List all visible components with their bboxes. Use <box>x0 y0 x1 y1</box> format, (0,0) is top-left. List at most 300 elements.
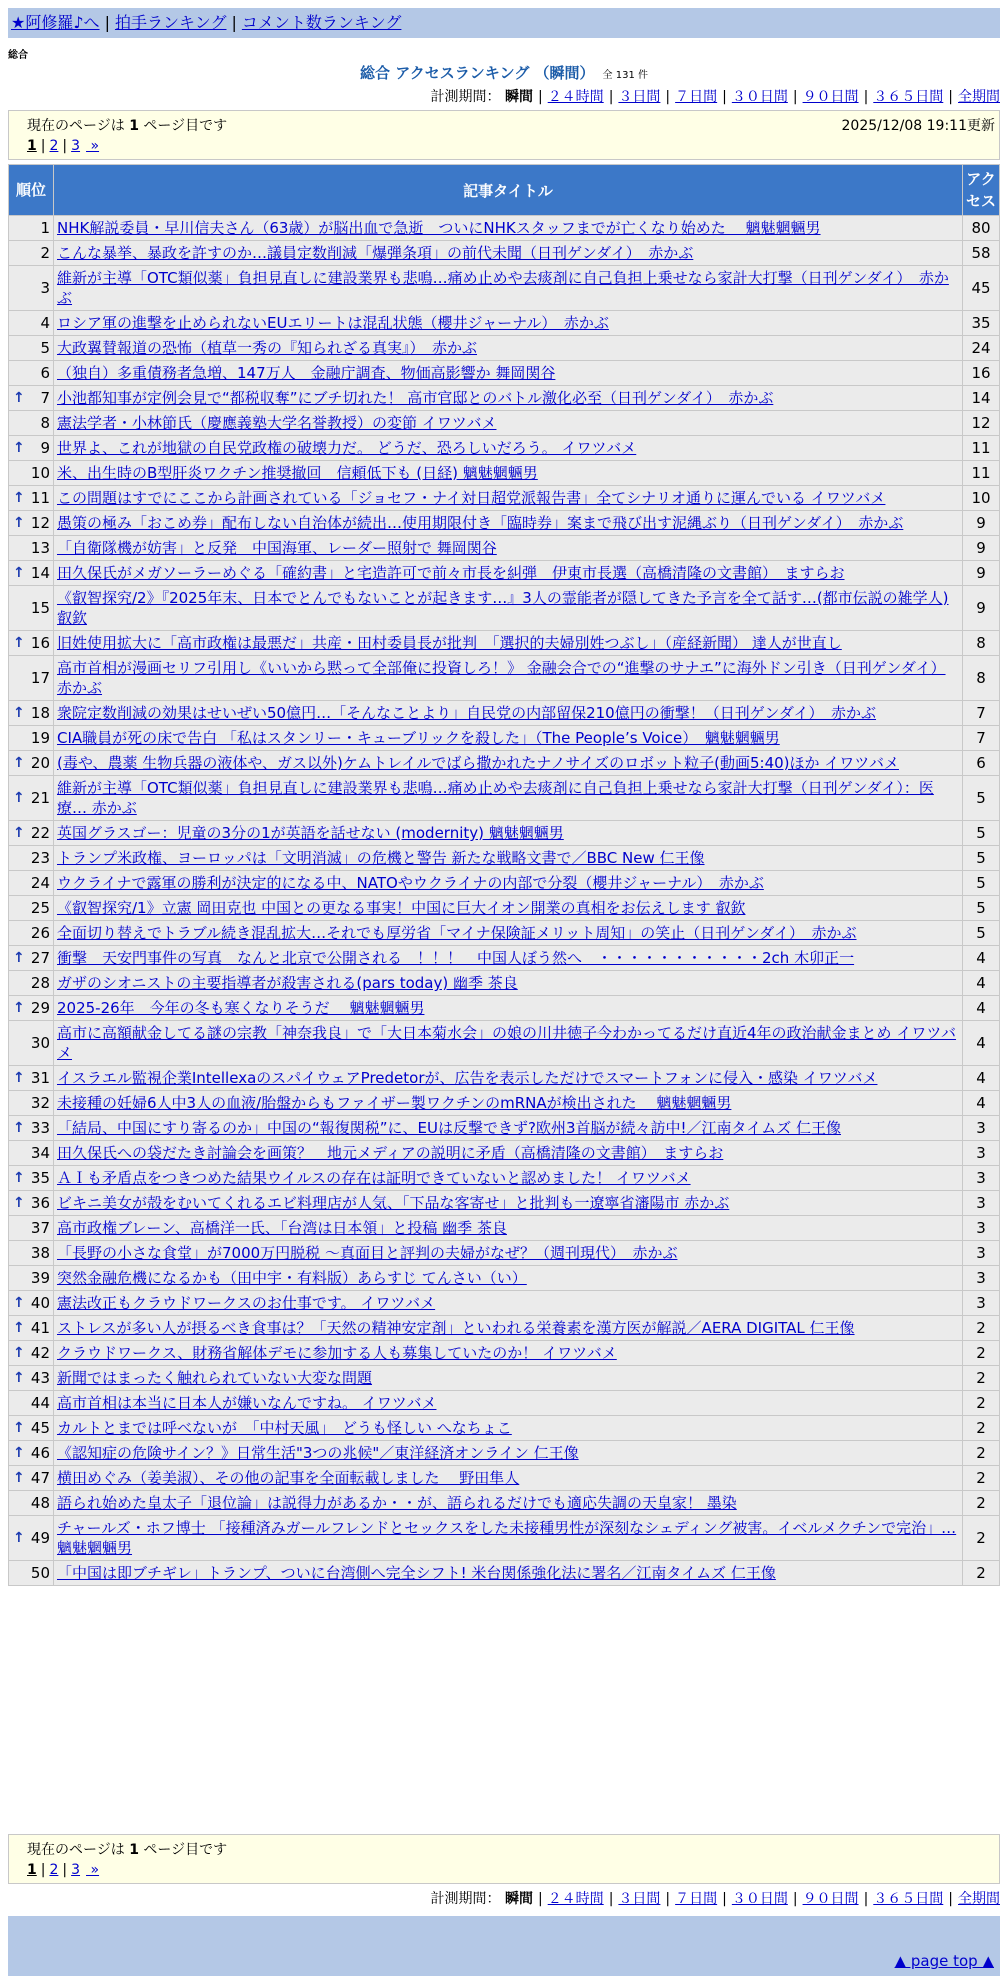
table-row <box>9 656 999 700</box>
separator: | <box>104 13 110 32</box>
article-link[interactable]: 世界よ、これが地獄の自民党政権の破壊力だ。 どうだ、恐ろしいだろう。 イワツバメ <box>57 439 637 457</box>
title-cell <box>54 1266 962 1290</box>
article-link[interactable]: 高市首相は本当に日本人が嫌いなんですね。 イワツバメ <box>57 1394 437 1412</box>
next-page-link[interactable]: » <box>86 1862 100 1878</box>
title-cell <box>54 511 962 535</box>
separator: | <box>62 138 68 154</box>
period-link[interactable]: ３６５日間 <box>873 1891 944 1907</box>
rank-number: 16 <box>30 634 50 652</box>
up-arrow-icon: ↑ <box>13 790 25 806</box>
table-row <box>9 1391 999 1415</box>
rank-number: 42 <box>30 1344 50 1362</box>
rank-number: 45 <box>30 1419 50 1437</box>
rank-number: 14 <box>30 564 50 582</box>
clap-ranking-link[interactable]: 拍手ランキング <box>114 13 227 32</box>
title-cell <box>54 1416 962 1440</box>
rank-number: 19 <box>30 729 50 747</box>
home-link[interactable]: ★阿修羅♪へ <box>11 13 100 32</box>
period-link[interactable]: ９０日間 <box>802 89 859 105</box>
title-cell <box>54 266 962 310</box>
title-cell <box>54 1091 962 1115</box>
up-arrow-icon: ↑ <box>13 390 25 406</box>
category-label: 総合 <box>8 50 28 61</box>
separator: | <box>863 89 869 105</box>
table-row <box>9 631 999 655</box>
article-link[interactable]: 旧姓使用拡大に「高市政権は最悪だ」共産・田村委員長が批判 「選択的夫婦別姓つぶし」（産経新聞） 達人が世直し <box>57 634 842 652</box>
rank-cell <box>9 461 53 485</box>
period-link[interactable]: ３日間 <box>618 89 661 105</box>
table-row <box>9 1166 999 1190</box>
title-cell <box>54 536 962 560</box>
title-cell <box>54 846 962 870</box>
article-link[interactable]: 「中国は即ブチギレ」トランプ、ついに台湾側へ完全シフト! 米台関係強化法に署名／江南タイムズ 仁王像 <box>57 1564 776 1582</box>
rank-cell <box>9 871 53 895</box>
access-count: 3 <box>963 1266 999 1290</box>
up-arrow-icon: ↑ <box>13 1070 25 1086</box>
article-link[interactable]: 憲法改正もクラウドワークスのお仕事です。 イワツバメ <box>57 1294 436 1312</box>
access-count: 4 <box>963 1021 999 1065</box>
title-cell <box>54 361 962 385</box>
top-nav-bar <box>8 8 1000 38</box>
rank-number: 3 <box>40 279 50 297</box>
title-cell <box>54 946 962 970</box>
rank-cell <box>9 656 53 700</box>
table-row <box>9 946 999 970</box>
table-row <box>9 411 999 435</box>
access-count: 3 <box>963 1241 999 1265</box>
article-link[interactable]: トランプ米政権、ヨーロッパは「文明消滅」の危機と警告 新たな戦略文書で／BBC New 仁王像 <box>57 849 705 867</box>
separator: | <box>537 89 543 105</box>
title-cell <box>54 411 962 435</box>
access-count: 2 <box>963 1316 999 1340</box>
access-count: 11 <box>963 436 999 460</box>
article-link[interactable]: ビキニ美女が殻をむいてくれるエビ料理店が人気、「下品な客寄せ」と批判も一遼寧省瀋陽市 赤かぶ <box>57 1194 730 1212</box>
title-cell <box>54 586 962 630</box>
article-link[interactable]: この問題はすでにここから計画されている「ジョセフ・ナイ対日超党派報告書」全てシナリオ通りに運んでいる イワツバメ <box>57 489 886 507</box>
article-link[interactable]: 田久保氏への袋だたき討論会を画策？ 地元メディアの説明に矛盾（高橋清隆の文書館） ますらお <box>57 1144 724 1162</box>
access-count: 2 <box>963 1491 999 1515</box>
rank-cell <box>9 1166 53 1190</box>
rank-number: 40 <box>30 1294 50 1312</box>
rank-cell <box>9 311 53 335</box>
rank-number: 37 <box>30 1219 50 1237</box>
table-row <box>9 971 999 995</box>
title-cell <box>54 436 962 460</box>
article-link[interactable]: クラウドワークス、財務省解体デモに参加する人も募集していたのか！ イワツバメ <box>57 1344 617 1362</box>
title-cell <box>54 1316 962 1340</box>
article-link[interactable]: 語られ始めた皇太子「退位論」は説得力があるか・・が、語られるだけでも適応失調の天皇家！ 墨染 <box>57 1494 737 1512</box>
table-row <box>9 1516 999 1560</box>
separator: | <box>40 138 46 154</box>
rank-number: 26 <box>30 924 50 942</box>
rank-cell <box>9 846 53 870</box>
comment-ranking-link[interactable]: コメント数ランキング <box>241 13 402 32</box>
rank-number: 38 <box>30 1244 50 1262</box>
article-link[interactable]: イスラエル監視企業IntellexaのスパイウェアPredetorが、広告を表示しただけでスマートフォンに侵入・感染 イワツバメ <box>57 1069 878 1087</box>
access-count: 8 <box>963 631 999 655</box>
table-row <box>9 486 999 510</box>
page-title-text: 総合 アクセスランキング （瞬間） <box>360 64 595 82</box>
separator: | <box>665 89 671 105</box>
access-count: 2 <box>963 1341 999 1365</box>
title-cell <box>54 1341 962 1365</box>
article-link[interactable]: 衆院定数削減の効果はせいぜい50億円…「そんなことより」自民党の内部留保210億円の衝撃！（日刊ゲンダイ） 赤かぶ <box>57 704 877 722</box>
rank-number: 27 <box>30 949 50 967</box>
article-link[interactable]: 《認知症の危険サイン？》日常生活"3つの兆候"／東洋経済オンライン 仁王像 <box>57 1444 579 1462</box>
rank-number: 22 <box>30 824 50 842</box>
separator: | <box>722 89 727 105</box>
title-cell <box>54 1366 962 1390</box>
table-row <box>9 1341 999 1365</box>
table-row <box>9 871 999 895</box>
rank-number: 43 <box>30 1369 50 1387</box>
up-arrow-icon: ↑ <box>13 950 25 966</box>
access-count: 5 <box>963 846 999 870</box>
access-count: 4 <box>963 1066 999 1090</box>
article-link[interactable]: カルトとまでは呼べないが 「中村天風」 どうも怪しい へなちょこ <box>57 1419 512 1437</box>
up-arrow-icon: ↑ <box>13 1000 25 1016</box>
period-link[interactable]: ３０日間 <box>731 1891 788 1907</box>
article-link[interactable]: 大政翼賛報道の恐怖（植草一秀の『知られざる真実』） 赤かぶ <box>57 339 478 357</box>
rank-number: 41 <box>30 1319 50 1337</box>
table-row <box>9 701 999 725</box>
title-cell <box>54 1391 962 1415</box>
access-count: 3 <box>963 1141 999 1165</box>
article-link[interactable]: 高市に高額献金してる謎の宗教「神奈我良」で「大日本菊水会」の娘の川井徳子今わかってるだけ直近4年の政治献金まとめ イワツバメ <box>57 1024 957 1062</box>
article-link[interactable]: ＡＩも矛盾点をつきつめた結果ウイルスの存在は証明できていないと認めました！ イワツバメ <box>57 1169 691 1187</box>
article-link[interactable]: (毒や、農薬 生物兵器の液体や、ガス以外)ケムトレイルでばら撒かれたナノサイズのロボット粒子(動画5:40)ほか イワツバメ <box>57 754 899 772</box>
access-count: 80 <box>963 216 999 240</box>
access-count: 2 <box>963 1466 999 1490</box>
page-title <box>0 62 1008 83</box>
separator: | <box>537 1891 543 1907</box>
period-selector-bottom <box>431 1888 1000 1908</box>
article-link[interactable]: 「自衛隊機が妨害」と反発 中国海軍、レーダー照射で 舞岡関谷 <box>57 539 497 557</box>
access-count: 10 <box>963 486 999 510</box>
article-link[interactable]: 新聞ではまったく触れられていない大変な問題 <box>57 1369 373 1387</box>
rank-number: 12 <box>30 514 50 532</box>
period-link[interactable]: 全期間 <box>958 1891 1000 1907</box>
article-link[interactable]: 愚策の極み「おこめ券」配布しない自治体が続出…使用期限付き「臨時券」案まで飛び出す泥縄ぶり（日刊ゲンダイ） 赤かぶ <box>57 514 904 532</box>
rank-cell <box>9 896 53 920</box>
rank-cell <box>9 1341 53 1365</box>
rank-number: 17 <box>30 669 50 687</box>
rank-number: 13 <box>30 539 50 557</box>
rank-cell <box>9 1266 53 1290</box>
rank-cell <box>9 1141 53 1165</box>
rank-cell <box>9 216 53 240</box>
title-cell <box>54 1166 962 1190</box>
separator: | <box>792 89 798 105</box>
rank-cell <box>9 1516 53 1560</box>
period-link[interactable]: 全期間 <box>958 89 1000 105</box>
period-current: 瞬間 <box>504 1891 533 1907</box>
access-count: 2 <box>963 1561 999 1585</box>
rank-number: 24 <box>30 874 50 892</box>
article-link[interactable]: 英国グラスゴー：児童の3分の1が英語を話せない (modernity) 魑魅魍魎男 <box>57 824 564 842</box>
title-cell <box>54 1066 962 1090</box>
rank-number: 4 <box>40 314 50 332</box>
rank-number: 29 <box>30 999 50 1017</box>
access-count: 4 <box>963 996 999 1020</box>
title-cell <box>54 386 962 410</box>
rank-cell <box>9 511 53 535</box>
title-cell <box>54 656 962 700</box>
article-link[interactable]: 「結局、中国にすり寄るのか」中国の“報復関税”に、EUは反撃できず?欧州3首脳が続々訪中!／江南タイムズ 仁王像 <box>57 1119 841 1137</box>
article-link[interactable]: こんな暴挙、暴政を許すのか…議員定数削減「爆弾条項」の前代未聞（日刊ゲンダイ） 赤かぶ <box>57 244 694 262</box>
page-link-2[interactable]: 2 <box>49 1862 59 1878</box>
article-link[interactable]: 米、出生時のB型肝炎ワクチン推奨撤回 信頼低下も (日経) 魑魅魍魎男 <box>57 464 538 482</box>
rank-cell <box>9 436 53 460</box>
page-top-link[interactable]: ▲ page top ▲ <box>894 1952 994 1970</box>
period-link[interactable]: ２４時間 <box>547 89 604 105</box>
up-arrow-icon: ↑ <box>13 1170 25 1186</box>
rank-cell <box>9 386 53 410</box>
article-link[interactable]: チャールズ・ホフ博士 「接種済みガールフレンドとセックスをした未接種男性が深刻なシェディング被害。イベルメクチンで完治」… 魑魅魍魎男 <box>57 1519 957 1557</box>
rank-number: 35 <box>30 1169 50 1187</box>
table-row <box>9 1241 999 1265</box>
page-link-2[interactable]: 2 <box>49 138 59 154</box>
article-link[interactable]: CIA職員が死の床で告白 「私はスタンリー・キューブリックを殺した」（The People’s Voice） 魑魅魍魎男 <box>57 729 780 747</box>
article-link[interactable]: NHK解説委員・早川信夫さん（63歳）が脳出血で急逝 ついにNHKスタッフまでが亡くなり始めた 魑魅魍魎男 <box>57 219 821 237</box>
table-row <box>9 586 999 630</box>
article-link[interactable]: 維新が主導「OTC類似薬」負担見直しに建設業界も悲鳴…痛め止めや去痰剤に自己負担上乗せなら家計大打撃（日刊ゲンダイ） 赤かぶ <box>57 269 949 307</box>
title-cell <box>54 1516 962 1560</box>
rank-cell <box>9 1241 53 1265</box>
access-count: 5 <box>963 921 999 945</box>
up-arrow-icon: ↑ <box>13 515 25 531</box>
article-link[interactable]: 《叡智探究/2》『2025年末、日本でとんでもないことが起きます…』3人の霊能者が隠してきた予言を全て話す…(都市伝説の雑学人) 叡欽 <box>57 589 949 627</box>
separator: | <box>608 89 614 105</box>
article-link[interactable]: ロシア軍の進撃を止められないEUエリートは混乱状態（櫻井ジャーナル） 赤かぶ <box>57 314 609 332</box>
access-count: 9 <box>963 511 999 535</box>
rank-cell <box>9 946 53 970</box>
access-count: 4 <box>963 971 999 995</box>
rank-number: 28 <box>30 974 50 992</box>
period-link[interactable]: ２４時間 <box>547 1891 604 1907</box>
table-row <box>9 436 999 460</box>
rank-cell <box>9 1191 53 1215</box>
rank-header: 順位 <box>9 165 53 215</box>
rank-number: 23 <box>30 849 50 867</box>
table-row <box>9 846 999 870</box>
table-row <box>9 1216 999 1240</box>
access-count: 16 <box>963 361 999 385</box>
table-header-row <box>9 165 999 215</box>
access-count: 5 <box>963 821 999 845</box>
article-link[interactable]: 小池都知事が定例会見で“都税収奪”にブチ切れた！ 高市官邸とのバトル激化必至（日刊ゲンダイ） 赤かぶ <box>57 389 774 407</box>
table-row <box>9 896 999 920</box>
separator: | <box>40 1862 46 1878</box>
rank-cell <box>9 1561 53 1585</box>
table-row <box>9 1141 999 1165</box>
rank-cell <box>9 1066 53 1090</box>
page-link-3[interactable]: 3 <box>71 1862 81 1878</box>
period-link[interactable]: ３６５日間 <box>873 89 944 105</box>
article-link[interactable]: 未接種の妊婦6人中3人の血液/胎盤からもファイザー製ワクチンのmRNAが検出された 魑魅魍魎男 <box>57 1094 732 1112</box>
table-row <box>9 241 999 265</box>
rank-number: 47 <box>30 1469 50 1487</box>
current-page-text: 現在のページは 1 ページ目です <box>27 1842 228 1858</box>
total-count: 全 131 件 <box>602 70 648 81</box>
rank-cell <box>9 536 53 560</box>
access-count: 4 <box>963 1091 999 1115</box>
access-count: 9 <box>963 586 999 630</box>
title-cell <box>54 336 962 360</box>
title-cell <box>54 1116 962 1140</box>
article-link[interactable]: ウクライナで露軍の勝利が決定的になる中、NATOやウクライナの内部で分裂（櫻井ジャーナル） 赤かぶ <box>57 874 764 892</box>
title-cell <box>54 896 962 920</box>
rank-cell <box>9 561 53 585</box>
table-row <box>9 311 999 335</box>
rank-number: 25 <box>30 899 50 917</box>
title-cell <box>54 1141 962 1165</box>
table-row <box>9 361 999 385</box>
table-row <box>9 1191 999 1215</box>
article-link[interactable]: 横田めぐみ（姜美淑）、その他の記事を全面転載しました 野田隼人 <box>57 1469 520 1487</box>
next-page-link[interactable]: » <box>86 138 100 154</box>
article-link[interactable]: 2025-26年 今年の冬も寒くなりそうだ 魑魅魍魎男 <box>57 999 425 1017</box>
title-header: 記事タイトル <box>54 165 962 215</box>
table-row <box>9 461 999 485</box>
title-cell <box>54 1241 962 1265</box>
rank-number: 48 <box>30 1494 50 1512</box>
rank-number: 31 <box>30 1069 50 1087</box>
up-arrow-icon: ↑ <box>13 1370 25 1386</box>
access-count: 4 <box>963 946 999 970</box>
rank-cell <box>9 1416 53 1440</box>
table-row <box>9 1316 999 1340</box>
current-page-text: 現在のページは 1 ページ目です <box>27 118 228 134</box>
up-arrow-icon: ↑ <box>13 1470 25 1486</box>
table-row <box>9 266 999 310</box>
title-cell <box>54 311 962 335</box>
title-cell <box>54 1291 962 1315</box>
article-link[interactable]: ストレスが多い人が摂るべき食事は？「天然の精神安定剤」といわれる栄養素を漢方医が解説／AERA DIGITAL 仁王像 <box>57 1319 855 1337</box>
period-link[interactable]: ３日間 <box>618 1891 661 1907</box>
rank-number: 33 <box>30 1119 50 1137</box>
rank-cell <box>9 1366 53 1390</box>
rank-cell <box>9 1091 53 1115</box>
access-count: 58 <box>963 241 999 265</box>
access-count: 3 <box>963 1291 999 1315</box>
table-row <box>9 726 999 750</box>
table-row <box>9 751 999 775</box>
table-row <box>9 996 999 1020</box>
period-link[interactable]: ７日間 <box>675 1891 718 1907</box>
access-count: 3 <box>963 1216 999 1240</box>
separator: | <box>665 1891 671 1907</box>
table-row <box>9 1561 999 1585</box>
period-current: 瞬間 <box>504 89 533 105</box>
rank-number: 2 <box>40 244 50 262</box>
rank-number: 32 <box>30 1094 50 1112</box>
rank-number: 49 <box>30 1529 50 1547</box>
title-cell <box>54 1441 962 1465</box>
rank-cell <box>9 1291 53 1315</box>
access-count: 45 <box>963 266 999 310</box>
article-link[interactable]: （独自）多重債務者急増、147万人 金融庁調査、物価高影響か 舞岡関谷 <box>57 364 556 382</box>
table-row <box>9 1416 999 1440</box>
article-link[interactable]: 田久保氏がメガソーラーめぐる「確約書」と宅造許可で前々市長を糾弾 伊東市長選（高橋清隆の文書館） ますらお <box>57 564 845 582</box>
article-link[interactable]: 突然金融危機になるかも（田中宇・有料版）あらすじ てんさい（い） <box>57 1269 527 1287</box>
page-link-3[interactable]: 3 <box>71 138 81 154</box>
access-count: 3 <box>963 1116 999 1140</box>
title-cell <box>54 751 962 775</box>
article-link[interactable]: 高市政権ブレーン、高橋洋一氏、「台湾は日本領」と投稿 幽季 茶良 <box>57 1219 507 1237</box>
page-link-1: 1 <box>27 138 37 154</box>
up-arrow-icon: ↑ <box>13 1195 25 1211</box>
access-count: 2 <box>963 1416 999 1440</box>
up-arrow-icon: ↑ <box>13 1120 25 1136</box>
separator: | <box>948 1891 953 1907</box>
article-link[interactable]: 憲法学者・小林節氏（慶應義塾大学名誉教授）の変節 イワツバメ <box>57 414 497 432</box>
article-link[interactable]: ガザのシオニストの主要指導者が殺害される(pars today) 幽季 茶良 <box>57 974 518 992</box>
article-link[interactable]: 衝撃 天安門事件の写真 なんと北京で公開される ！！！ 中国人ぼう然へ ・・・・・・・・・・・2ch 木卯正一 <box>57 949 855 967</box>
title-cell <box>54 871 962 895</box>
article-link[interactable]: 「長野の小さな食堂」が7000万円脱税 ～真面目と評判の夫婦がなぜ？（週刊現代） 赤かぶ <box>57 1244 678 1262</box>
rank-cell <box>9 726 53 750</box>
rank-number: 50 <box>30 1564 50 1582</box>
table-row <box>9 1066 999 1090</box>
rank-number: 36 <box>30 1194 50 1212</box>
access-count: 35 <box>963 311 999 335</box>
rank-cell <box>9 1216 53 1240</box>
title-cell <box>54 701 962 725</box>
up-arrow-icon: ↑ <box>13 565 25 581</box>
rank-cell <box>9 1316 53 1340</box>
page-links <box>27 1862 99 1878</box>
table-row <box>9 386 999 410</box>
up-arrow-icon: ↑ <box>13 635 25 651</box>
rank-number: 1 <box>40 219 50 237</box>
article-link[interactable]: 《叡智探究/1》立憲 岡田克也 中国との更なる事実！中国に巨大イオン開業の真相をお伝えします 叡欽 <box>57 899 746 917</box>
title-cell <box>54 561 962 585</box>
rank-cell <box>9 631 53 655</box>
separator: | <box>948 89 953 105</box>
rank-cell <box>9 486 53 510</box>
rank-number: 18 <box>30 704 50 722</box>
rank-number: 6 <box>40 364 50 382</box>
title-cell <box>54 971 962 995</box>
period-link[interactable]: ３０日間 <box>731 89 788 105</box>
access-count: 5 <box>963 871 999 895</box>
article-link[interactable]: 全面切り替えでトラブル続き混乱拡大…それでも厚労省「マイナ保険証メリット周知」の笑止（日刊ゲンダイ） 赤かぶ <box>57 924 857 942</box>
footer-bar <box>8 1916 1000 1976</box>
access-count: 6 <box>963 751 999 775</box>
access-count: 2 <box>963 1391 999 1415</box>
article-link[interactable]: 高市首相が漫画セリフ引用し《いいから黙って全部俺に投資しろ！》 金融会合での“進撃のサナエ”に海外ドン引き（日刊ゲンダイ） 赤かぶ <box>57 659 946 697</box>
access-count: 5 <box>963 776 999 820</box>
table-row <box>9 776 999 820</box>
article-link[interactable]: 維新が主導「OTC類似薬」負担見直しに建設業界も悲鳴…痛め止めや去痰剤に自己負担上乗せなら家計大打撃（日刊ゲンダイ）：医療… 赤かぶ <box>57 779 934 817</box>
access-count: 12 <box>963 411 999 435</box>
table-row <box>9 1021 999 1065</box>
period-link[interactable]: ９０日間 <box>802 1891 859 1907</box>
access-count: 7 <box>963 726 999 750</box>
period-link[interactable]: ７日間 <box>675 89 718 105</box>
title-cell <box>54 1216 962 1240</box>
rank-number: 44 <box>30 1394 50 1412</box>
table-row <box>9 1366 999 1390</box>
rank-number: 39 <box>30 1269 50 1287</box>
rank-number: 21 <box>30 789 50 807</box>
rank-number: 34 <box>30 1144 50 1162</box>
table-row <box>9 336 999 360</box>
separator: | <box>722 1891 727 1907</box>
title-cell <box>54 1021 962 1065</box>
access-count: 2 <box>963 1516 999 1560</box>
